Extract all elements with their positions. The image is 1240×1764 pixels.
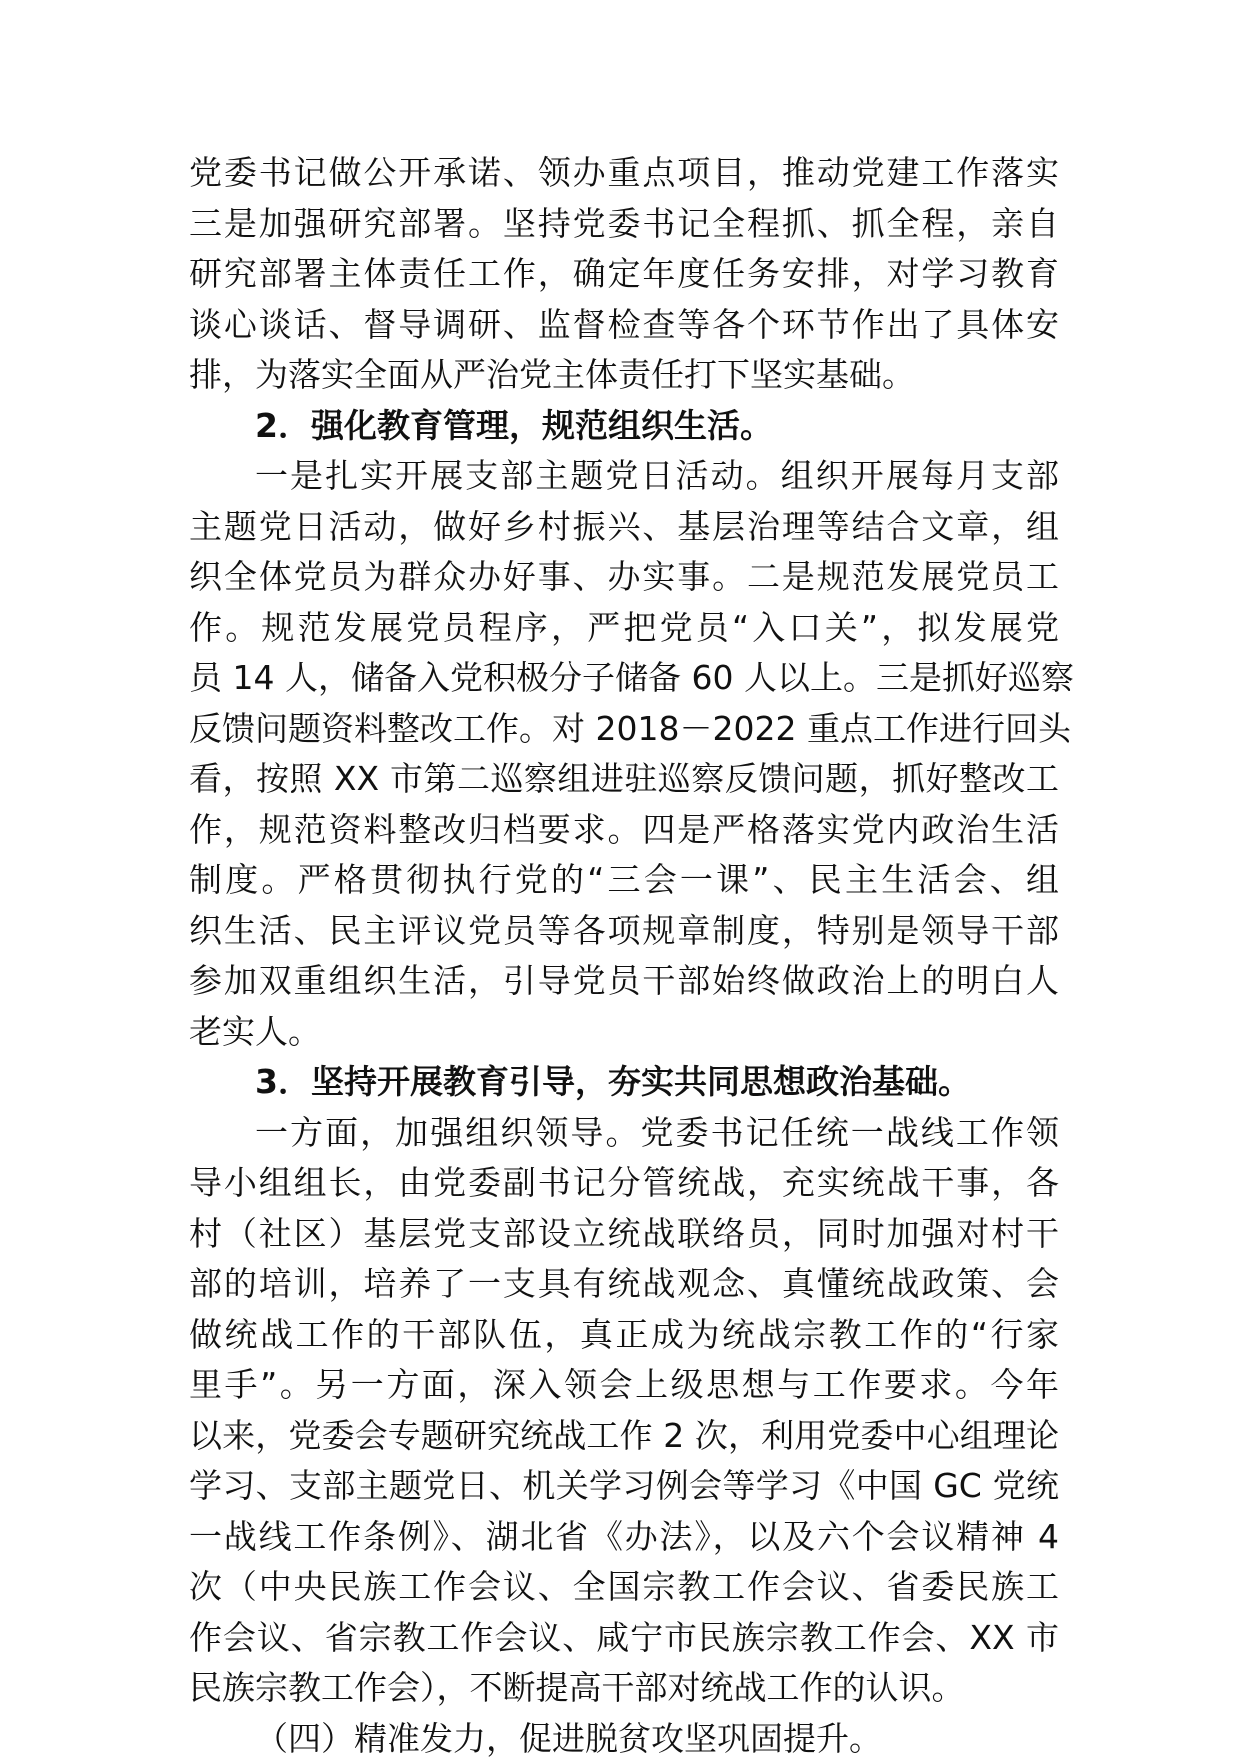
body-text-line: 织全体党员为群众办好事、办实事。二是规范发展党员工 [189, 552, 1059, 603]
body-text-line: 作会议、省宗教工作会议、咸宁市民族宗教工作会、XX 市 [189, 1613, 1059, 1664]
body-text-line: 三是加强研究部署。坚持党委书记全程抓、抓全程，亲自 [189, 199, 1059, 250]
body-text-line: 学习、支部主题党日、机关学习例会等学习《中国 GC 党统 [189, 1461, 1059, 1512]
document-page [189, 148, 1059, 1764]
section-heading: 3．坚持开展教育引导，夯实共同思想政治基础。 [189, 1057, 1059, 1108]
body-text-line: 做统战工作的干部队伍，真正成为统战宗教工作的“行家 [189, 1310, 1059, 1361]
body-text-line: 一方面，加强组织领导。党委书记任统一战线工作领 [189, 1108, 1059, 1159]
body-text-line: 部的培训，培养了一支具有统战观念、真懂统战政策、会 [189, 1259, 1059, 1310]
body-text-line: 作，规范资料整改归档要求。四是严格落实党内政治生活 [189, 805, 1059, 856]
subsection-heading: （四）精准发力，促进脱贫攻坚巩固提升。 [189, 1714, 1059, 1764]
body-text-line: 主题党日活动，做好乡村振兴、基层治理等结合文章，组 [189, 502, 1059, 553]
body-text-line: 党委书记做公开承诺、领办重点项目，推动党建工作落实 [189, 148, 1059, 199]
body-text-line: 参加双重组织生活，引导党员干部始终做政治上的明白人 [189, 956, 1059, 1007]
body-text-line: 研究部署主体责任工作，确定年度任务安排，对学习教育 [189, 249, 1059, 300]
body-text-line: 看，按照 XX 市第二巡察组进驻巡察反馈问题，抓好整改工 [189, 754, 1059, 805]
body-text-line: 制度。严格贯彻执行党的“三会一课”、民主生活会、组 [189, 855, 1059, 906]
body-text-line: 作。规范发展党员程序，严把党员“入口关”，拟发展党 [189, 603, 1059, 654]
body-text-line: 里手”。另一方面，深入领会上级思想与工作要求。今年 [189, 1360, 1059, 1411]
body-text-line: 村（社区）基层党支部设立统战联络员，同时加强对村干 [189, 1209, 1059, 1260]
body-text-line: 排，为落实全面从严治党主体责任打下坚实基础。 [189, 350, 1059, 401]
body-text-line: 员 14 人，储备入党积极分子储备 60 人以上。三是抓好巡察 [189, 653, 1059, 704]
body-text-line: 织生活、民主评议党员等各项规章制度，特别是领导干部 [189, 906, 1059, 957]
body-text-line: 导小组组长，由党委副书记分管统战，充实统战干事，各 [189, 1158, 1059, 1209]
section-heading: 2．强化教育管理，规范组织生活。 [189, 401, 1059, 452]
body-text-line: 谈心谈话、督导调研、监督检查等各个环节作出了具体安 [189, 300, 1059, 351]
body-text-line: 次（中央民族工作会议、全国宗教工作会议、省委民族工 [189, 1562, 1059, 1613]
body-text-line: 民族宗教工作会），不断提高干部对统战工作的认识。 [189, 1663, 1059, 1714]
body-text-line: 反馈问题资料整改工作。对 2018－2022 重点工作进行回头 [189, 704, 1059, 755]
body-text-line: 一是扎实开展支部主题党日活动。组织开展每月支部 [189, 451, 1059, 502]
body-text-line: 以来，党委会专题研究统战工作 2 次，利用党委中心组理论 [189, 1411, 1059, 1462]
body-text-line: 老实人。 [189, 1007, 1059, 1058]
body-text-line: 一战线工作条例》、湖北省《办法》，以及六个会议精神 4 [189, 1512, 1059, 1563]
